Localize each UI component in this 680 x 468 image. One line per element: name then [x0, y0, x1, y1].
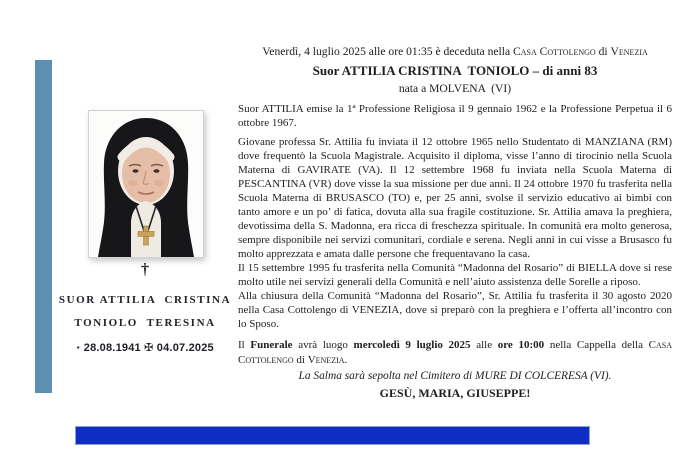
biography-paragraph-3: Il 15 settembre 1995 fu trasferita nella Comunità “Madonna del Rosario” di BIELLA dove si rese molto utile nei servizi generali della Comunità e nell’aiuto assistenza delle Sorelle a riposo.	[238, 262, 672, 288]
biography-paragraph-2: Giovane professa Sr. Attilia fu inviata il 12 ottobre 1965 nello Studentato di MANZIANA (RM) dove frequentò la Scuola Magistrale. Acquisito il diploma, visse l’anno di tirocinio nella Scuola Materna di GAVIRATE (VA). Il 12 settembre 1968 fu inviata nella Scuola Materna di PESCANTINA (VR) dove visse la sua missione per due anni. Il 24 ottobre 1970 fu trasferita nella Scuola Materna di BRUSASCO (TO) e, per 25 anni, svolse il servizio educativo ai bimbi con tanto amore e un po’ di fatica, dovuta alla sua fragile costituzione. Sr. Attilia amava la preghiera, devotissima della S. Madonna, era ricca di freschezza spirituale. In comunità era molto generosa, sempre disponibile nei servizi comunitari, cordiale e serena. Negli anni in cui visse a Brusasco fu molto apprezzata e amata dalle persone che frequentavano la casa.	[238, 136, 672, 260]
funeral-notice	[238, 338, 672, 368]
born-symbol: ·	[76, 341, 81, 354]
death-date: 04.07.2025	[156, 342, 214, 354]
closing-prayer: GESÙ, MARIA, GIUSEPPE!	[379, 386, 531, 400]
venezia-smallcaps: Venezia.	[307, 354, 348, 366]
nun-portrait-photo	[88, 110, 204, 258]
deceased-title: Suor ATTILIA CRISTINA TONIOLO – di anni 83	[312, 63, 598, 78]
main-text-column	[238, 45, 672, 401]
portrait-illustration	[89, 111, 203, 257]
funeral-text: di	[293, 354, 308, 366]
funeral-text: nella Cappella della	[544, 339, 649, 351]
bottom-blue-bar	[75, 426, 590, 445]
deceased-name-line1: SUOR ATTILIA CRISTINA	[58, 294, 232, 306]
memorial-cross-icon: †	[141, 261, 149, 278]
casa-cottolengo-smallcaps: Casa Cottolengo	[238, 339, 672, 366]
death-announcement-line	[238, 45, 672, 58]
funeral-date-bold: mercoledì 9 luglio 2025	[353, 339, 471, 351]
died-cross-icon: ✠	[144, 341, 154, 354]
announcement-text: Venerdì, 4 luglio 2025 alle ore 01:35 è deceduta nella	[262, 45, 514, 58]
casa-cottolengo-smallcaps: Casa Cottolengo	[513, 45, 596, 58]
biography-paragraph-1: Suor ATTILIA emise la 1ª Professione Religiosa il 9 gennaio 1962 e la Professione Perpetua il 6 ottobre 1967.	[238, 103, 672, 129]
birthplace-line: nata a MOLVENA (VI)	[398, 82, 512, 95]
venezia-smallcaps: Venezia	[610, 45, 648, 58]
funeral-text: alle	[470, 339, 498, 351]
deceased-name-line2: TONIOLO TERESINA	[74, 317, 216, 329]
announcement-text: di	[595, 45, 611, 58]
funeral-time-bold: ore 10:00	[497, 339, 545, 351]
burial-notice: La Salma sarà sepolta nel Cimitero di MURE DI COLCERESA (VI).	[298, 370, 612, 382]
biography-paragraph-4: Alla chiusura della Comunità “Madonna del Rosario”, Sr. Attilia fu trasferita il 30 agosto 2020 nella Casa Cottolengo di VENEZIA, dove si preparò con la preghiera e l’offerta all’incontro con lo Sposo.	[238, 290, 672, 330]
funeral-text: Il	[238, 339, 251, 351]
birth-date: 28.08.1941	[83, 342, 141, 354]
life-dates	[48, 341, 242, 354]
funeral-text: avrà luogo	[292, 339, 354, 351]
funeral-word-bold: Funerale	[250, 339, 293, 351]
